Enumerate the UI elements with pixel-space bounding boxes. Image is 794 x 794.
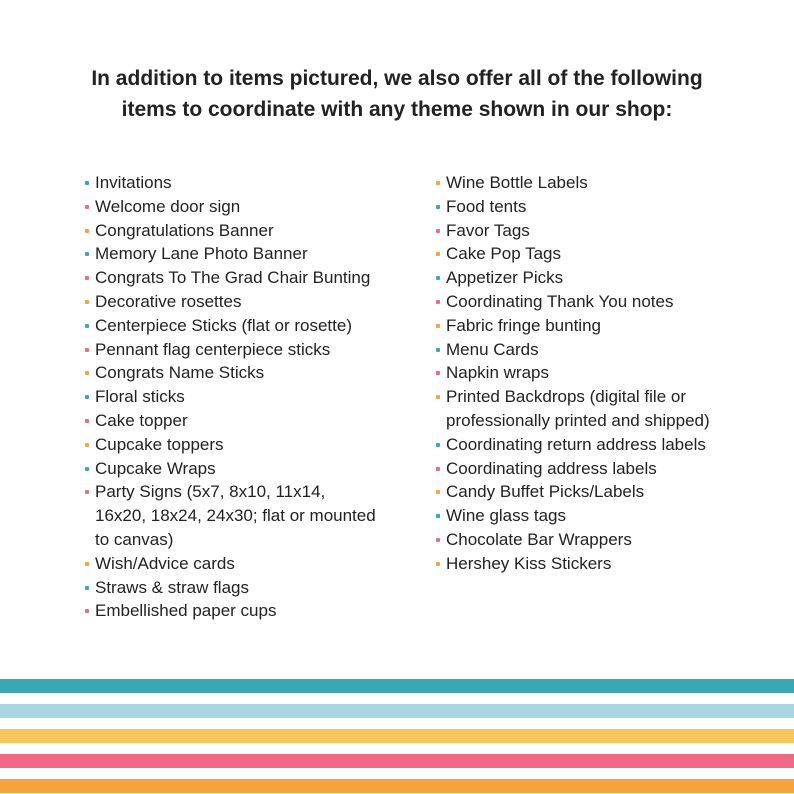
list-item: [84, 409, 414, 433]
bullet-icon: [436, 538, 440, 542]
list-item-text: Congrats To The Grad Chair Bunting: [95, 268, 371, 288]
list-item: [84, 361, 414, 385]
list-item: [435, 361, 775, 385]
bullet-icon: [85, 562, 89, 566]
list-item-text: Fabric fringe bunting: [446, 315, 601, 335]
bullet-icon: [85, 324, 89, 328]
bullet-icon: [436, 562, 440, 566]
list-item-text: to canvas): [95, 529, 174, 549]
list-item-text: Chocolate Bar Wrappers: [446, 529, 632, 549]
bullet-icon: [436, 395, 440, 399]
bullet-icon: [85, 371, 89, 375]
bullet-icon: [85, 181, 89, 185]
bullet-icon: [436, 490, 440, 494]
stripe-yellow: [0, 729, 794, 743]
list-item-text: Straws & straw flags: [95, 577, 249, 597]
list-item: [435, 552, 775, 576]
list-item-text: Coordinating address labels: [446, 458, 657, 478]
bullet-icon: [436, 324, 440, 328]
bullet-icon: [85, 443, 89, 447]
bullet-icon: [436, 348, 440, 352]
list-item-text: Congratulations Banner: [95, 220, 274, 240]
list-item-text: Congrats Name Sticks: [95, 363, 265, 383]
list-item: [435, 528, 775, 552]
bullet-icon: [436, 467, 440, 471]
list-item: [84, 457, 414, 481]
bullet-icon: [436, 181, 440, 185]
bullet-icon: [85, 229, 89, 233]
list-item-text: Food tents: [446, 196, 527, 216]
list-item: [84, 552, 414, 576]
list-item: [84, 242, 414, 266]
left-item-list: [84, 171, 414, 623]
stripe-light-blue: [0, 704, 794, 718]
list-item: [435, 457, 775, 481]
list-item-text: 16x20, 18x24, 24x30; flat or mounted: [95, 506, 376, 526]
list-item: [435, 171, 775, 195]
list-item: [84, 171, 414, 195]
list-item-text: Hershey Kiss Stickers: [446, 553, 612, 573]
bullet-icon: [436, 205, 440, 209]
list-item: [435, 290, 775, 314]
list-item: [84, 433, 414, 457]
list-item-text: Candy Buffet Picks/Labels: [446, 482, 645, 502]
list-item-text: Wine glass tags: [446, 506, 566, 526]
list-item-text: Wine Bottle Labels: [446, 173, 588, 192]
bullet-icon: [85, 348, 89, 352]
list-item: [435, 385, 775, 433]
bullet-icon: [436, 514, 440, 518]
list-item-text: professionally printed and shipped): [446, 410, 710, 430]
bullet-icon: [436, 229, 440, 233]
list-item: [84, 290, 414, 314]
list-item: [84, 576, 414, 600]
list-item: [435, 480, 775, 504]
list-item-text: Coordinating return address labels: [446, 434, 706, 454]
list-item-text: Printed Backdrops (digital file or: [446, 387, 687, 407]
list-item: [84, 195, 414, 219]
list-item-text: Decorative rosettes: [95, 291, 242, 311]
bullet-icon: [85, 395, 89, 399]
list-item-text: Napkin wraps: [446, 363, 549, 383]
list-item-text: Appetizer Picks: [446, 268, 564, 288]
list-item-text: Wish/Advice cards: [95, 553, 235, 573]
list-item: [84, 385, 414, 409]
right-item-list: [435, 171, 775, 576]
bullet-icon: [85, 205, 89, 209]
bullet-icon: [85, 252, 89, 256]
bullet-icon: [85, 609, 89, 613]
list-item: [435, 195, 775, 219]
list-item: [84, 266, 414, 290]
list-item: [84, 338, 414, 362]
stripe-pink: [0, 754, 794, 768]
list-item: [435, 433, 775, 457]
list-item-text: Party Signs (5x7, 8x10, 11x14,: [95, 482, 326, 502]
list-item-text: Centerpiece Sticks (flat or rosette): [95, 315, 352, 335]
list-item-text: Floral sticks: [95, 387, 185, 407]
list-item: [435, 242, 775, 266]
bullet-icon: [85, 490, 89, 494]
list-item-text: Cupcake toppers: [95, 434, 224, 454]
list-item-text: Cake topper: [95, 410, 188, 430]
stripe-teal: [0, 679, 794, 693]
heading-line-2: items to coordinate with any theme shown in our shop:: [121, 98, 673, 121]
bullet-icon: [85, 419, 89, 423]
list-item: [84, 219, 414, 243]
list-item: [84, 599, 414, 623]
list-item-text: Invitations: [95, 173, 172, 192]
list-item-text: Favor Tags: [446, 220, 530, 240]
bullet-icon: [436, 443, 440, 447]
list-item: [435, 504, 775, 528]
list-item: [84, 314, 414, 338]
bullet-icon: [436, 300, 440, 304]
list-item-text: Memory Lane Photo Banner: [95, 244, 308, 264]
list-item: [435, 266, 775, 290]
stripe-orange: [0, 779, 794, 793]
bullet-icon: [436, 276, 440, 280]
bullet-icon: [85, 300, 89, 304]
list-item-text: Welcome door sign: [95, 196, 241, 216]
bullet-icon: [436, 252, 440, 256]
list-item: [84, 480, 414, 551]
list-item: [435, 314, 775, 338]
heading: [0, 63, 794, 125]
list-item: [435, 338, 775, 362]
list-item-text: Pennant flag centerpiece sticks: [95, 339, 331, 359]
bullet-icon: [85, 276, 89, 280]
list-item-text: Embellished paper cups: [95, 601, 277, 621]
bullet-icon: [85, 586, 89, 590]
bullet-icon: [436, 371, 440, 375]
list-item: [435, 219, 775, 243]
heading-line-1: In addition to items pictured, we also offer all of the following: [91, 67, 703, 90]
list-item-text: Cake Pop Tags: [446, 244, 561, 264]
list-item-text: Cupcake Wraps: [95, 458, 216, 478]
list-item-text: Menu Cards: [446, 339, 539, 359]
bullet-icon: [85, 467, 89, 471]
list-item-text: Coordinating Thank You notes: [446, 291, 674, 311]
